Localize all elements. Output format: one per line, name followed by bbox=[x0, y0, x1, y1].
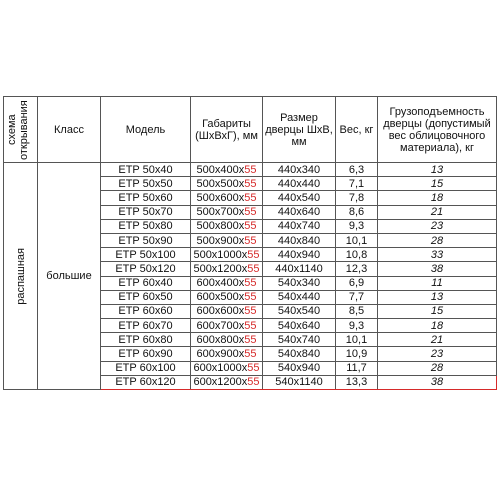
depth-value: 55 bbox=[244, 234, 257, 247]
dimensions-cell bbox=[191, 361, 263, 375]
model-value: ETP 60x40 bbox=[118, 277, 173, 290]
load-value: 38 bbox=[430, 376, 444, 389]
table-body bbox=[4, 163, 497, 390]
load-cell bbox=[378, 248, 497, 262]
model-value: ETP 60x90 bbox=[118, 348, 173, 361]
dimensions-value: 500x1000x bbox=[193, 248, 248, 261]
scheme-cell bbox=[4, 163, 38, 390]
model-cell bbox=[101, 276, 191, 290]
weight-cell bbox=[336, 205, 378, 219]
door-size-cell bbox=[263, 347, 336, 361]
weight-value: 13,3 bbox=[345, 376, 368, 389]
header-row bbox=[4, 97, 497, 163]
door-size-value: 540x740 bbox=[277, 333, 321, 346]
model-value: ETP 60x70 bbox=[118, 319, 173, 332]
door-size-cell bbox=[263, 248, 336, 262]
depth-value: 55 bbox=[244, 291, 257, 304]
door-size-value: 440x440 bbox=[277, 177, 321, 190]
class-cell bbox=[38, 163, 101, 390]
depth-value: 55 bbox=[244, 206, 257, 219]
depth-value: 55 bbox=[244, 348, 257, 361]
load-cell bbox=[378, 347, 497, 361]
spec-table bbox=[3, 96, 497, 390]
weight-cell bbox=[336, 290, 378, 304]
model-value: ETP 60x120 bbox=[115, 376, 176, 389]
door-size-cell bbox=[263, 191, 336, 205]
load-cell bbox=[378, 333, 497, 347]
dimensions-cell bbox=[191, 319, 263, 333]
weight-cell bbox=[336, 304, 378, 318]
model-cell bbox=[101, 262, 191, 276]
header-scheme-label: схема открывания bbox=[5, 99, 30, 160]
load-cell bbox=[378, 205, 497, 219]
weight-value: 7,1 bbox=[348, 177, 365, 190]
dimensions-value: 600x800x bbox=[196, 333, 245, 346]
depth-value: 55 bbox=[247, 262, 260, 275]
door-size-cell bbox=[263, 375, 336, 389]
weight-value: 12,3 bbox=[345, 262, 368, 275]
header-dimensions: Габариты (ШхВхГ), мм bbox=[191, 97, 263, 163]
dimensions-cell bbox=[191, 205, 263, 219]
weight-cell bbox=[336, 262, 378, 276]
dimensions-cell bbox=[191, 248, 263, 262]
load-cell bbox=[378, 233, 497, 247]
dimensions-value: 500x600x bbox=[196, 191, 245, 204]
weight-value: 7,7 bbox=[348, 291, 365, 304]
door-size-cell bbox=[263, 276, 336, 290]
load-cell bbox=[378, 219, 497, 233]
load-value: 15 bbox=[430, 177, 444, 190]
header-load: Грузоподъемность дверцы (допустимый вес облицовочного материала), кг bbox=[378, 97, 497, 163]
door-size-cell bbox=[263, 319, 336, 333]
model-cell bbox=[101, 375, 191, 389]
door-size-value: 440x640 bbox=[277, 206, 321, 219]
dimensions-value: 600x900x bbox=[196, 348, 245, 361]
dimensions-cell bbox=[191, 276, 263, 290]
model-value: ETP 50x70 bbox=[118, 206, 173, 219]
model-cell bbox=[101, 361, 191, 375]
load-value: 28 bbox=[430, 234, 444, 247]
weight-cell bbox=[336, 276, 378, 290]
weight-cell bbox=[336, 361, 378, 375]
load-cell bbox=[378, 319, 497, 333]
dimensions-cell bbox=[191, 333, 263, 347]
load-value: 33 bbox=[430, 248, 444, 261]
door-size-cell bbox=[263, 233, 336, 247]
load-value: 23 bbox=[430, 348, 444, 361]
dimensions-value: 500x1200x bbox=[193, 262, 248, 275]
door-size-cell bbox=[263, 177, 336, 191]
dimensions-cell bbox=[191, 191, 263, 205]
door-size-value: 540x940 bbox=[277, 362, 321, 375]
door-size-cell bbox=[263, 333, 336, 347]
door-size-cell bbox=[263, 290, 336, 304]
load-value: 18 bbox=[430, 191, 444, 204]
load-value: 23 bbox=[430, 220, 444, 233]
weight-cell bbox=[336, 219, 378, 233]
dimensions-value: 500x800x bbox=[196, 220, 245, 233]
dimensions-cell bbox=[191, 304, 263, 318]
dimensions-value: 500x500x bbox=[196, 177, 245, 190]
weight-value: 6,9 bbox=[348, 277, 365, 290]
model-value: ETP 50x40 bbox=[118, 163, 173, 176]
door-size-value: 540x1140 bbox=[275, 376, 323, 389]
door-size-cell bbox=[263, 304, 336, 318]
door-size-value: 440x340 bbox=[277, 163, 321, 176]
weight-cell bbox=[336, 333, 378, 347]
dimensions-cell bbox=[191, 290, 263, 304]
door-size-value: 440x1140 bbox=[275, 262, 323, 275]
model-value: ETP 50x100 bbox=[115, 248, 176, 261]
load-cell bbox=[378, 163, 497, 177]
weight-value: 10,9 bbox=[345, 348, 368, 361]
load-cell bbox=[378, 361, 497, 375]
door-size-value: 440x540 bbox=[277, 191, 321, 204]
model-cell bbox=[101, 248, 191, 262]
load-value: 13 bbox=[430, 291, 444, 304]
dimensions-value: 500x900x bbox=[196, 234, 245, 247]
dimensions-cell bbox=[191, 262, 263, 276]
weight-value: 8,5 bbox=[348, 305, 365, 318]
load-value: 38 bbox=[430, 262, 444, 275]
weight-value: 6,3 bbox=[348, 163, 365, 176]
header-model: Модель bbox=[101, 97, 191, 163]
weight-cell bbox=[336, 375, 378, 389]
depth-value: 55 bbox=[244, 333, 257, 346]
depth-value: 55 bbox=[244, 277, 257, 290]
model-value: ETP 50x50 bbox=[118, 177, 173, 190]
load-value: 21 bbox=[430, 206, 444, 219]
door-size-value: 540x440 bbox=[277, 291, 321, 304]
header-door-size: Размер дверцы ШхВ, мм bbox=[263, 97, 336, 163]
model-cell bbox=[101, 290, 191, 304]
model-value: ETP 50x90 bbox=[118, 234, 173, 247]
load-value: 18 bbox=[430, 319, 444, 332]
door-size-value: 540x340 bbox=[277, 277, 321, 290]
door-size-value: 440x840 bbox=[277, 234, 321, 247]
load-value: 21 bbox=[430, 333, 444, 346]
door-size-value: 440x740 bbox=[277, 220, 321, 233]
dimensions-value: 500x700x bbox=[196, 206, 245, 219]
weight-cell bbox=[336, 191, 378, 205]
depth-value: 55 bbox=[244, 163, 257, 176]
load-cell bbox=[378, 262, 497, 276]
dimensions-value: 600x700x bbox=[196, 319, 245, 332]
load-cell bbox=[378, 276, 497, 290]
load-value: 13 bbox=[430, 163, 444, 176]
model-cell bbox=[101, 319, 191, 333]
header-weight: Вес, кг bbox=[336, 97, 378, 163]
depth-value: 55 bbox=[244, 177, 257, 190]
class-value: большие bbox=[46, 270, 92, 282]
door-size-cell bbox=[263, 219, 336, 233]
depth-value: 55 bbox=[244, 220, 257, 233]
weight-cell bbox=[336, 347, 378, 361]
header-scheme bbox=[4, 97, 38, 163]
weight-value: 9,3 bbox=[348, 319, 365, 332]
dimensions-value: 500x400x bbox=[196, 163, 245, 176]
model-value: ETP 60x100 bbox=[115, 362, 176, 375]
dimensions-value: 600x1200x bbox=[193, 376, 248, 389]
weight-cell bbox=[336, 233, 378, 247]
load-value: 15 bbox=[430, 305, 444, 318]
weight-cell bbox=[336, 319, 378, 333]
model-cell bbox=[101, 205, 191, 219]
depth-value: 55 bbox=[247, 362, 260, 375]
model-cell bbox=[101, 333, 191, 347]
model-value: ETP 60x60 bbox=[118, 305, 173, 318]
model-value: ETP 60x50 bbox=[118, 291, 173, 304]
model-cell bbox=[101, 233, 191, 247]
dimensions-value: 600x400x bbox=[196, 277, 245, 290]
depth-value: 55 bbox=[244, 305, 257, 318]
door-size-cell bbox=[263, 361, 336, 375]
load-cell bbox=[378, 290, 497, 304]
load-cell bbox=[378, 304, 497, 318]
load-value: 11 bbox=[431, 277, 443, 290]
weight-value: 11,7 bbox=[346, 362, 367, 375]
dimensions-cell bbox=[191, 347, 263, 361]
dimensions-cell bbox=[191, 219, 263, 233]
model-cell bbox=[101, 163, 191, 177]
door-size-cell bbox=[263, 205, 336, 219]
load-cell bbox=[378, 177, 497, 191]
door-size-cell bbox=[263, 163, 336, 177]
model-cell bbox=[101, 191, 191, 205]
model-cell bbox=[101, 177, 191, 191]
model-value: ETP 50x60 bbox=[118, 191, 173, 204]
model-cell bbox=[101, 347, 191, 361]
table-row bbox=[4, 163, 497, 177]
weight-cell bbox=[336, 163, 378, 177]
depth-value: 55 bbox=[244, 319, 257, 332]
load-cell bbox=[378, 191, 497, 205]
dimensions-cell bbox=[191, 163, 263, 177]
door-size-value: 440x940 bbox=[277, 248, 321, 261]
door-size-value: 540x540 bbox=[277, 305, 321, 318]
model-cell bbox=[101, 304, 191, 318]
weight-value: 9,3 bbox=[348, 220, 365, 233]
door-size-cell bbox=[263, 262, 336, 276]
dimensions-value: 600x1000x bbox=[193, 362, 248, 375]
header-class: Класс bbox=[38, 97, 101, 163]
dimensions-value: 600x500x bbox=[196, 291, 245, 304]
door-size-value: 540x840 bbox=[277, 348, 321, 361]
model-cell bbox=[101, 219, 191, 233]
weight-value: 10,1 bbox=[345, 333, 368, 346]
weight-value: 10,1 bbox=[345, 234, 368, 247]
load-cell bbox=[378, 375, 497, 389]
dimensions-cell bbox=[191, 375, 263, 389]
weight-value: 7,8 bbox=[348, 191, 365, 204]
dimensions-cell bbox=[191, 233, 263, 247]
model-value: ETP 50x80 bbox=[118, 220, 173, 233]
load-value: 28 bbox=[430, 362, 444, 375]
weight-cell bbox=[336, 177, 378, 191]
dimensions-cell bbox=[191, 177, 263, 191]
dimensions-value: 600x600x bbox=[196, 305, 245, 318]
depth-value: 55 bbox=[244, 191, 257, 204]
model-value: ETP 50x120 bbox=[115, 262, 176, 275]
depth-value: 55 bbox=[247, 376, 260, 389]
door-size-value: 540x640 bbox=[277, 319, 321, 332]
weight-cell bbox=[336, 248, 378, 262]
weight-value: 8,6 bbox=[348, 206, 365, 219]
weight-value: 10,8 bbox=[345, 248, 368, 261]
depth-value: 55 bbox=[247, 248, 260, 261]
scheme-value: распашная bbox=[14, 247, 27, 305]
model-value: ETP 60x80 bbox=[118, 333, 173, 346]
